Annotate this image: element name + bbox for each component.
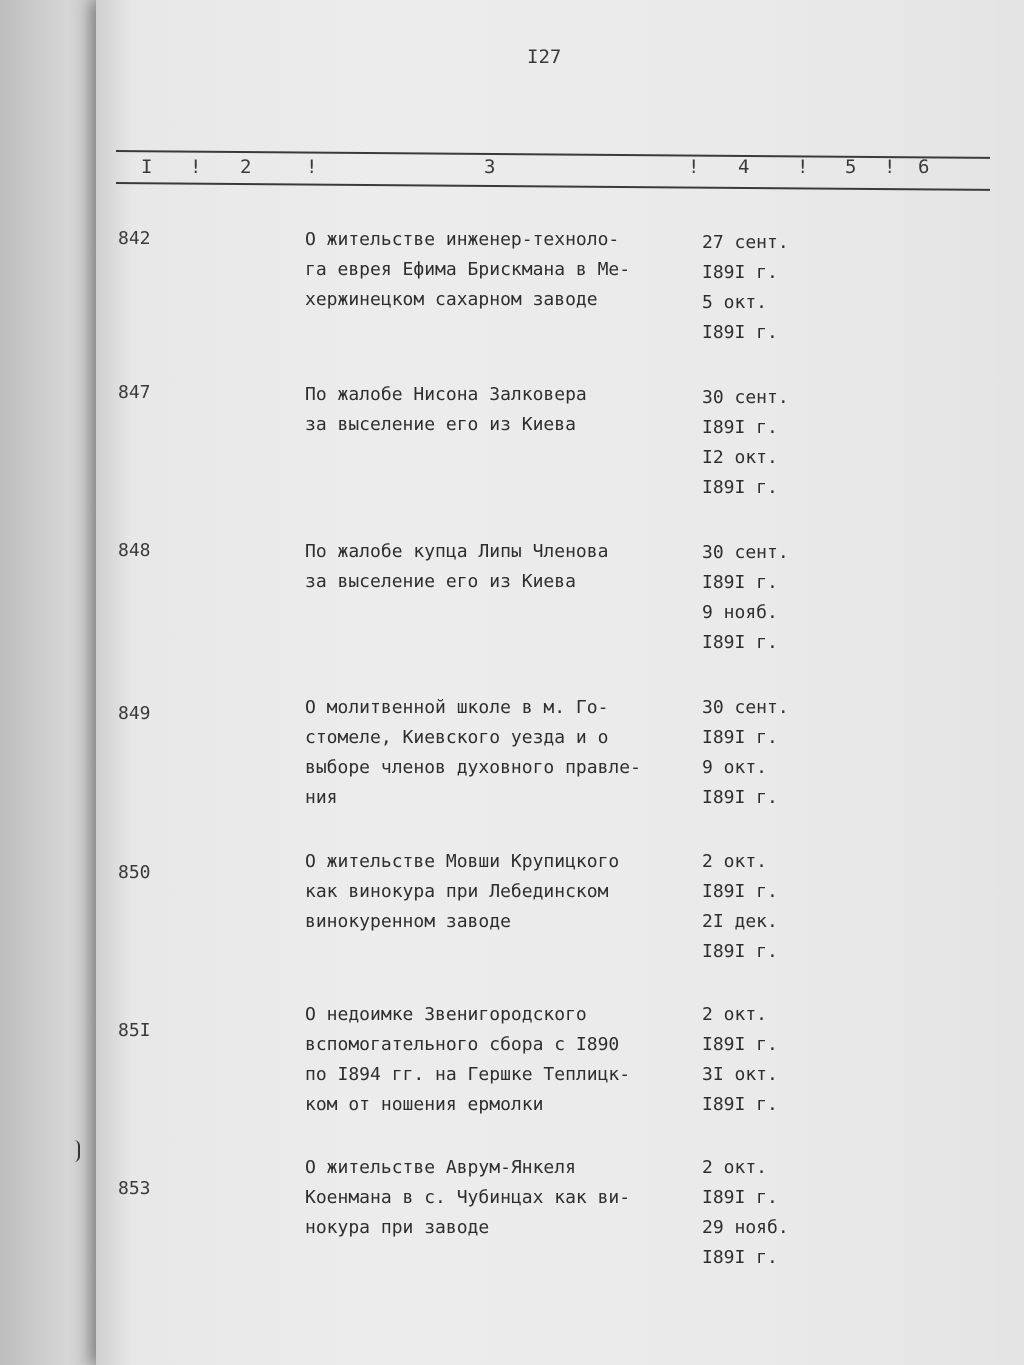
entry-dates: 30 сент. I89I г. 9 нояб. I89I г.: [702, 542, 789, 653]
entry-number: 853: [118, 1178, 151, 1199]
entry-dates: 27 сент. I89I г. 5 окт. I89I г.: [702, 232, 789, 343]
entry-description: По жалобе купца Липы Членова за выселение его из Киева: [305, 541, 609, 592]
column-header-separator: !: [190, 156, 202, 178]
column-header-1: I: [141, 156, 153, 178]
entry-number: 849: [118, 703, 151, 724]
entry-number: 848: [118, 540, 151, 561]
entry-description: По жалобе Нисона Залковера за выселение его из Киева: [305, 384, 587, 435]
entry-description: О жительстве Аврум-Янкеля Коенмана в с. Чубинцах как ви- нокура при заводе: [305, 1157, 631, 1238]
margin-pen-mark: [74, 1140, 80, 1162]
entry-number: 850: [118, 862, 151, 883]
entry-dates: 30 сент. I89I г. 9 окт. I89I г.: [702, 697, 789, 808]
entry-number: 847: [118, 382, 151, 403]
underlying-page-edge: [0, 0, 110, 1365]
entry-description: О недоимке Звенигородского вспомогательного сбора с I890 по I894 гг. на Гершке Теплицк- ком от ношения ермолки: [305, 1004, 631, 1115]
column-header-separator: !: [306, 156, 318, 178]
column-header-2: 2: [240, 156, 252, 178]
entry-description: О молитвенной школе в м. Го- стомеле, Киевского уезда и о выборе членов духовного правле- ния: [305, 697, 641, 808]
column-header-4: 4: [738, 156, 750, 178]
entry-description: О жительстве инженер-техноло- га еврея Ефима Брискмана в Ме- хержинецком сахарном заводе: [305, 229, 631, 310]
entry-dates: 2 окт. I89I г. 2I дек. I89I г.: [702, 851, 778, 962]
column-header-6: 6: [918, 156, 930, 178]
entry-number: 842: [118, 228, 151, 249]
entry-dates: 2 окт. I89I г. 29 нояб. I89I г.: [702, 1157, 789, 1268]
column-header-3: 3: [484, 156, 496, 178]
entry-description: О жительстве Мовши Крупицкого как винокура при Лебединском винокуренном заводе: [305, 851, 620, 932]
entry-dates: 30 сент. I89I г. I2 окт. I89I г.: [702, 387, 789, 498]
column-header-5: 5: [845, 156, 857, 178]
page-number: I27: [527, 46, 562, 68]
column-header-separator: !: [688, 156, 700, 178]
entry-number: 85I: [118, 1020, 151, 1041]
entry-dates: 2 окт. I89I г. 3I окт. I89I г.: [702, 1004, 778, 1115]
column-header-separator: !: [797, 156, 809, 178]
column-header-separator: !: [884, 156, 896, 178]
